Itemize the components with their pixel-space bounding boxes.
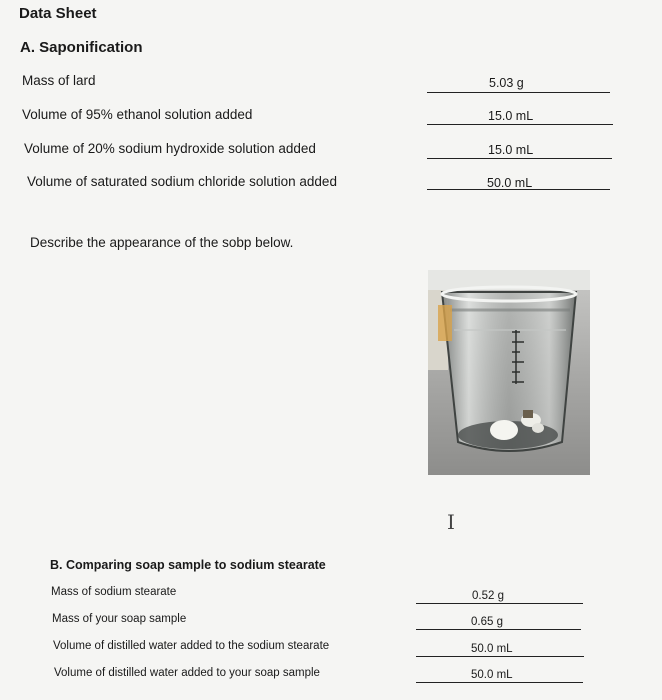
answer-line [416, 629, 581, 630]
label-naoh-volume: Volume of 20% sodium hydroxide solution added [24, 141, 316, 156]
value-water-sodium-stearate: 50.0 mL [471, 643, 513, 655]
label-ethanol-volume: Volume of 95% ethanol solution added [22, 107, 253, 122]
soap-beaker-photo [428, 270, 590, 475]
answer-line [427, 124, 613, 125]
text-cursor-icon: I [447, 510, 455, 534]
value-mass-sodium-stearate: 0.52 g [472, 590, 504, 602]
label-mass-soap-sample: Mass of your soap sample [52, 613, 187, 625]
value-mass-soap-sample: 0.65 g [471, 616, 503, 628]
label-nacl-volume: Volume of saturated sodium chloride solution added [27, 174, 337, 189]
label-water-sodium-stearate: Volume of distilled water added to the sodium stearate [53, 640, 330, 652]
section-a-heading: A. Saponification [20, 39, 143, 56]
value-nacl-volume: 50.0 mL [487, 176, 533, 190]
describe-prompt: Describe the appearance of the sobp below. [30, 235, 294, 250]
label-water-soap-sample: Volume of distilled water added to your soap sample [54, 667, 320, 679]
answer-line [416, 656, 584, 657]
answer-line [416, 682, 583, 683]
label-mass-sodium-stearate: Mass of sodium stearate [51, 586, 177, 598]
beaker-image [428, 270, 590, 475]
page-title: Data Sheet [19, 5, 97, 22]
answer-line [427, 92, 610, 93]
value-naoh-volume: 15.0 mL [488, 143, 534, 157]
answer-line [416, 603, 583, 604]
value-water-soap-sample: 50.0 mL [471, 669, 513, 681]
value-ethanol-volume: 15.0 mL [488, 109, 534, 123]
answer-line [427, 158, 612, 159]
value-mass-lard: 5.03 g [489, 76, 524, 90]
label-mass-lard: Mass of lard [22, 73, 96, 88]
section-b-heading: B. Comparing soap sample to sodium stearate [50, 558, 326, 572]
